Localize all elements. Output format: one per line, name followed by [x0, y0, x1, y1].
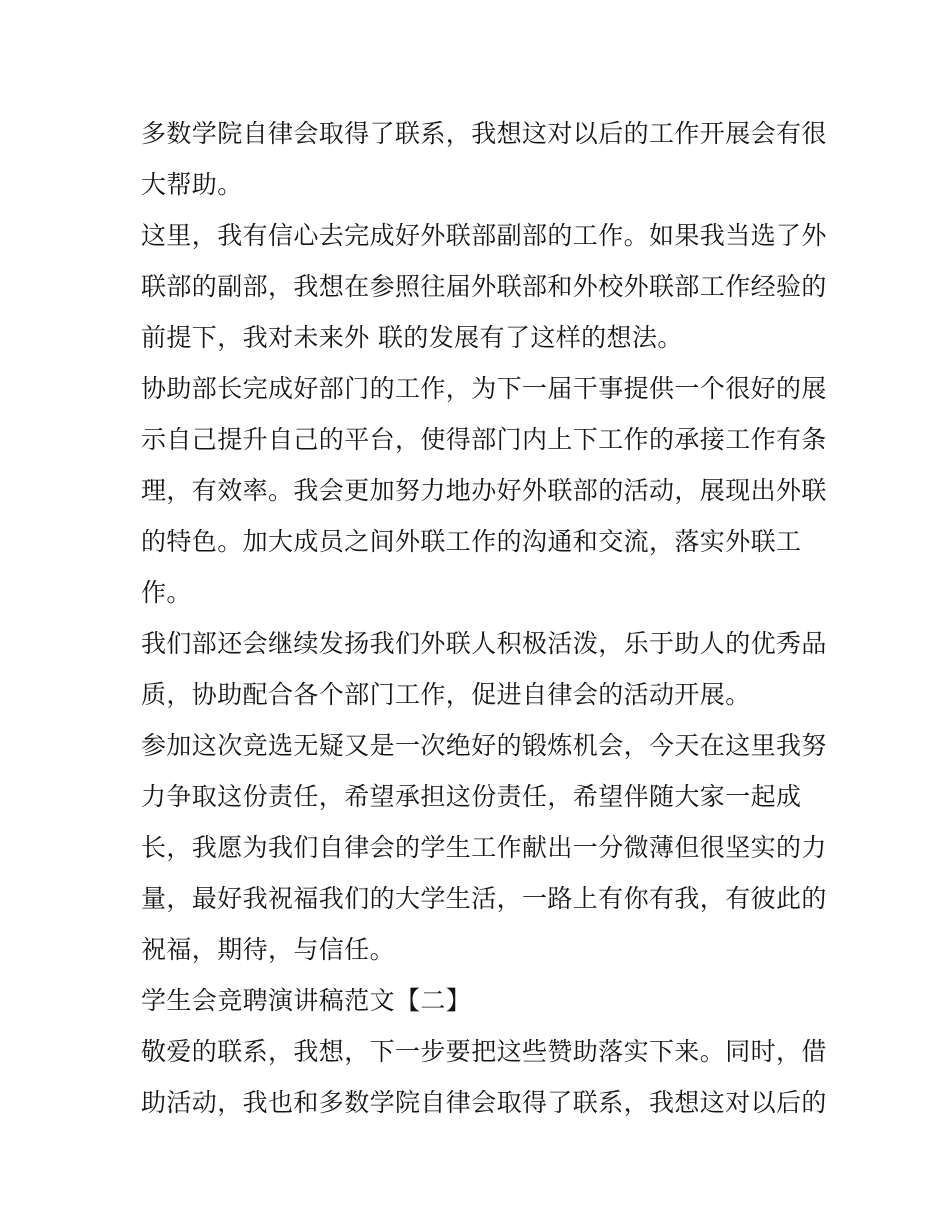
text-line: 质，协助配合各个部门工作，促进自律会的活动开展。 [141, 680, 751, 709]
text-line: 力争取这份责任，希望承担这份责任，希望伴随大家一起成 [141, 782, 802, 811]
text-line: 量，最好我祝福我们的大学生活，一路上有你有我，有彼此的 [141, 884, 827, 913]
text-line: 这里，我有信心去完成好外联部副部的工作。如果我当选了外 [141, 221, 827, 250]
document-body [141, 108, 827, 1128]
text-line: 理，有效率。我会更加努力地办好外联部的活动，展现出外联 [141, 476, 827, 505]
text-line: 示自己提升自己的平台，使得部门内上下工作的承接工作有条 [141, 425, 827, 454]
text-line: 大帮助。 [141, 170, 243, 199]
text-line: 前提下，我对未来外 联的发展有了这样的想法。 [141, 323, 683, 352]
text-line: 多数学院自律会取得了联系，我想这对以后的工作开展会有很 [141, 119, 827, 148]
text-line: 协助部长完成好部门的工作，为下一届干事提供一个很好的展 [141, 374, 827, 403]
text-line: 作。 [141, 578, 192, 607]
text-line: 祝福，期待，与信任。 [141, 935, 396, 964]
text-line: 参加这次竞选无疑又是一次绝好的锻炼机会，今天在这里我努 [141, 731, 827, 760]
text-line: 长，我愿为我们自律会的学生工作献出一分微薄但很坚实的力 [141, 833, 827, 862]
text-line: 助活动，我也和多数学院自律会取得了联系，我想这对以后的 [141, 1088, 827, 1117]
text-line: 我们部还会继续发扬我们外联人积极活泼，乐于助人的优秀品 [141, 629, 827, 658]
section-heading: 学生会竞聘演讲稿范文【二】 [141, 986, 472, 1015]
text-line: 的特色。加大成员之间外联工作的沟通和交流，落实外联工 [141, 527, 802, 556]
text-line: 敬爱的联系，我想，下一步要把这些赞助落实下来。同时，借 [141, 1037, 827, 1066]
text-line: 联部的副部，我想在参照往届外联部和外校外联部工作经验的 [141, 272, 827, 301]
